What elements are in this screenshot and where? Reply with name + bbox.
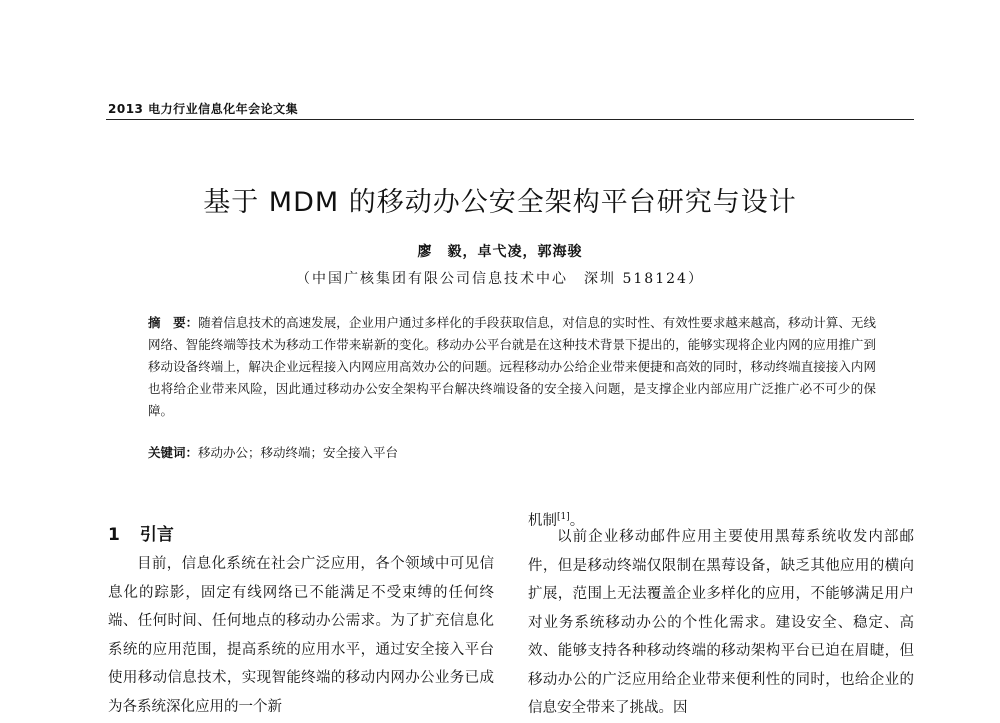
- keywords-text: 移动办公；移动终端；安全接入平台: [198, 445, 399, 460]
- abstract: [148, 312, 876, 422]
- left-column-paragraph: 目前，信息化系统在社会广泛应用，各个领域中可见信息化的踪影，固定有线网络已不能满足不受束缚的任何终端、任何时间、任何地点的移动办公需求。为了扩充信息化系统的应用范围，提高系统的应用水平，通过安全接入平台使用移动信息技术，实现智能终端的移动内网办公业务已成为各系统深化应用的一个新: [108, 556, 494, 715]
- section-number: 1: [108, 525, 120, 545]
- right-top-text: 机制: [528, 512, 557, 529]
- paper-title: 基于 MDM 的移动办公安全架构平台研究与设计: [203, 187, 797, 218]
- section-title: 引言: [139, 525, 174, 545]
- right-column-paragraph: 以前企业移动邮件应用主要使用黑莓系统收发内部邮件，但是移动终端仅限制在黑莓设备，缺乏其他应用的横向扩展，范围上无法覆盖企业多样化的应用，不能够满足用户对业务系统移动办公的个性化需求。建设安全、稳定、高效、能够支持各种移动终端的移动架构平台已迫在眉睫，但移动办公的广泛应用给企业带来便利性的同时，也给企业的信息安全带来了挑战。因: [528, 529, 914, 716]
- citation-1: [1]: [557, 512, 570, 522]
- affiliation: （中国广核集团有限公司信息技术中心 深圳 518124）: [296, 271, 704, 287]
- abstract-label: 摘 要：: [148, 315, 199, 330]
- running-head: 2013 电力行业信息化年会论文集: [108, 102, 299, 116]
- keywords: [148, 443, 876, 461]
- section-heading: [108, 520, 174, 545]
- header-rule: [106, 119, 914, 120]
- authors: 廖 毅，卓弋凌，郭海骏: [417, 244, 583, 260]
- right-top-end: 。: [569, 512, 585, 529]
- abstract-text: 随着信息技术的高速发展，企业用户通过多样化的手段获取信息，对信息的实时性、有效性要求越来越高，移动计算、无线网络、智能终端等技术为移动工作带来崭新的变化。移动办公平台就是在这种技术背景下提出的，能够实现将企业内网的应用推广到移动设备终端上，解决企业远程接入内网应用高效办公的问题。远程移动办公给企业带来便捷和高效的同时，移动终端直接接入内网也将给企业带来风险，因此通过移动办公安全架构平台解决终端设备的安全接入问题，是支撑企业内部应用广泛推广必不可少的保障。: [148, 315, 876, 418]
- keywords-label: 关键词：: [148, 445, 199, 460]
